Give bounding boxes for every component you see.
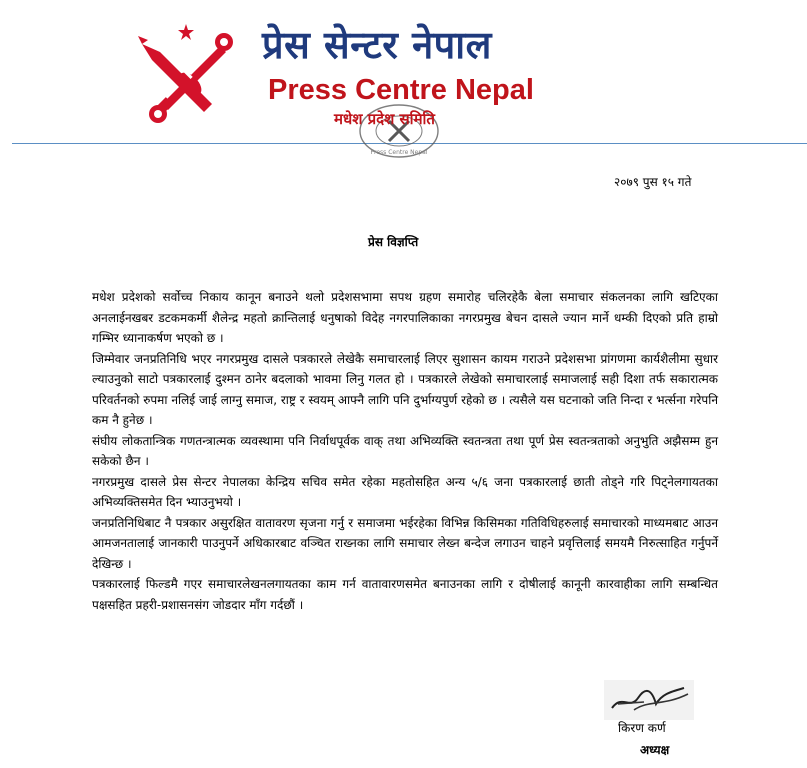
signatory-name: किरण कर्ण bbox=[618, 721, 666, 735]
release-date: २०७९ पुस १५ गते bbox=[614, 175, 692, 189]
organization-title-nepali: प्रेस सेन्टर नेपाल bbox=[262, 23, 492, 67]
body-paragraph: पत्रकारलाई फिल्डमै गएर समाचारलेखनलगायतका काम गर्न वातावारणसमेत बनाउनका लागि र दोषीलाई कानूनी कारवाहीका लागि सम्बन्धित पक्षसहित प्रहरी-प्रशासनसंग जोडदार माँग गर्दछौं । bbox=[92, 577, 718, 612]
body-paragraph: जनप्रतिनिधिबाट नै पत्रकार असुरक्षित वातावरण सृजना गर्नु र समाजमा भईरहेका विभिन्न किसिमका गतिविधिहरुलाई समाचारको माध्यमबाट आउन आमजनतालाई जानकारी पाउनुपर्ने अधिकारबाट वञ्चित राख्नका लागि समाचार लेख्न बन्देज लगाउन चाहने प्रवृत्तिलाई समयमै निरुत्साहित गर्नुपर्ने देखिन्छ । bbox=[92, 515, 718, 571]
committee-subtitle: मधेश प्रदेश समिति bbox=[334, 110, 435, 128]
press-release-body bbox=[92, 287, 718, 615]
body-paragraph: नगरप्रमुख दासले प्रेस सेन्टर नेपालका केन्द्रिय सचिव समेत रहेका महतोसहित अन्य ५/६ जना पत्रकारलाई छाती तोड्ने गरि पिट्नेलगायतका अभिव्यक्तिसमेत दिन भ्याउनुभयो । bbox=[92, 474, 718, 509]
svg-text:Press Centre Nepal: Press Centre Nepal bbox=[370, 149, 428, 156]
signatory-role: अध्यक्ष bbox=[640, 743, 670, 757]
document-heading: प्रेस विज्ञप्ति bbox=[368, 235, 419, 249]
press-centre-logo-icon bbox=[128, 22, 238, 132]
body-paragraph: मधेश प्रदेशको सर्वोच्च निकाय कानून बनाउने थलो प्रदेशसभामा सपथ ग्रहण समारोह चलिरहेकै बेला समाचार संकलनका लागि खटिएका अनलाईनखबर डटकमकर्मी शैलेन्द्र महतो क्रान्तिलाई धनुषाको विदेह नगरपालिकाका नगरप्रमुख बेचन दासले ज्यान मार्ने धम्की दिएको प्रति हाम्रो गम्भिर ध्यानाकर्षण भएको छ । bbox=[92, 290, 718, 345]
handwritten-signature-icon bbox=[604, 680, 694, 720]
body-paragraph: संघीय लोकतान्त्रिक गणतन्त्रात्मक व्यवस्थामा पनि निर्वाधपूर्वक वाक् तथा अभिव्यक्ति स्वतन्त्रता तथा पूर्ण प्रेस स्वतन्त्रताको अनुभुति अझैसम्म हुन सकेको छैन । bbox=[92, 433, 718, 468]
body-paragraph: जिम्मेवार जनप्रतिनिधि भएर नगरप्रमुख दासले पत्रकारले लेखेकै समाचारलाई लिएर सुशासन कायम गराउने प्रदेशसभा प्रांगणमा कार्यशैलीमा सुधार ल्याउनुको साटो पत्रकारलाई दुश्मन ठानेर बदलाको भावमा लिनु गलत हो । पत्रकारले लेखेको समाचारलाई समाजलाई सही दिशा तर्फ सकारात्मक परिवर्तनको रुपमा नलिई जाई लाग्नु समाज, राष्ट्र र स्वयम् आफ्नै लागि पनि दुर्भाग्यपुर्ण रहेको छ । त्यसैले यस घटनाको जति निन्दा र भर्त्सना गरेपनि कम नै हुनेछ । bbox=[92, 351, 718, 427]
organization-title-english: Press Centre Nepal bbox=[268, 74, 534, 106]
